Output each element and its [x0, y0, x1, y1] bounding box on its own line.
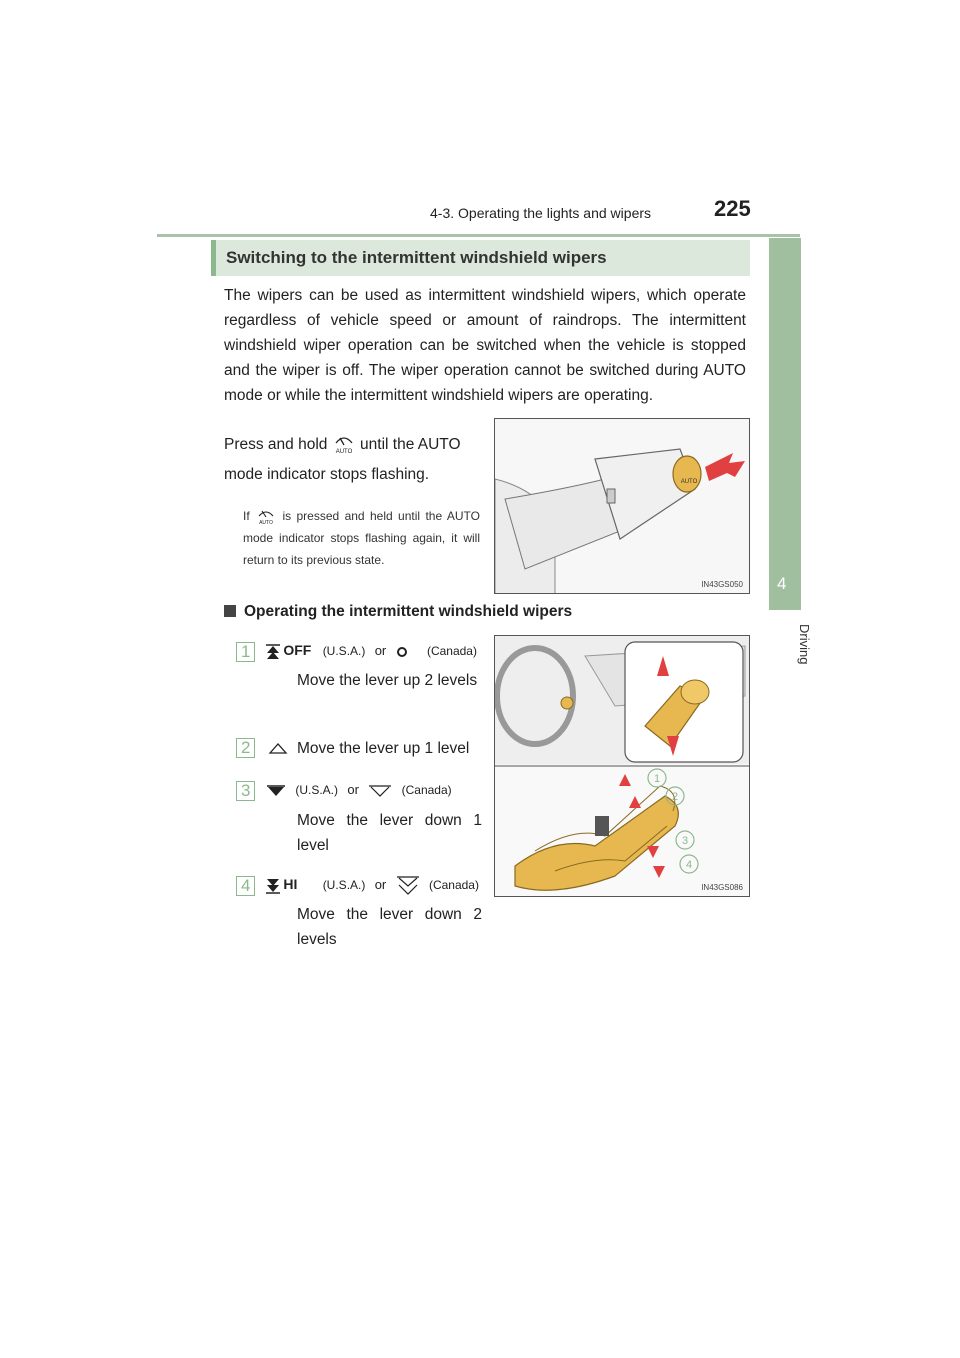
circle-off-icon: [396, 646, 408, 658]
section-heading: Switching to the intermittent windshield wipers: [226, 248, 607, 267]
press-instruction: [224, 430, 484, 490]
press-text-after: until the AUTO mode indicator stops flashing.: [224, 436, 461, 483]
header-rule: [157, 234, 800, 237]
double-down-chevron-icon: [396, 876, 420, 896]
subheading: [224, 603, 572, 621]
double-up-arrow-icon: [266, 644, 280, 660]
figure2-code: IN43GS086: [701, 883, 743, 892]
auto-icon-label-small: AUTO: [259, 519, 273, 525]
item3-symbols: [266, 782, 452, 797]
intro-paragraph: The wipers can be used as intermittent windshield wipers, which operate regardless of vehicle speed or amount of raindrops. The intermittent windshield wiper operation can be switched when the vehicle is stopped and the wiper is off. The wiper operation cannot be switched during AUTO mode or while the intermittent windshield wipers are operating.: [224, 287, 746, 404]
item4-symbols: [266, 876, 479, 896]
auto-wiper-icon: [332, 435, 356, 455]
item1-text: Move the lever up 2 levels: [297, 672, 478, 689]
press-text-before: Press and hold: [224, 436, 328, 453]
figure-auto-button: [494, 418, 750, 594]
figure-callout-1: 1: [653, 773, 661, 785]
square-bullet-icon: [224, 605, 236, 617]
item1-symbols: [266, 642, 477, 660]
down-triangle-filled-icon: [266, 785, 286, 797]
auto-wiper-icon-small: [255, 509, 277, 525]
item3-text: Move the lever down 1 level: [297, 812, 482, 854]
note-text-before: If: [243, 509, 250, 523]
figure1-auto-label: AUTO: [680, 479, 698, 485]
page-number: 225: [714, 196, 751, 221]
chapter-number: 4: [777, 574, 787, 593]
section-heading-box: [211, 240, 750, 276]
usa-label-1: (U.S.A.): [322, 644, 366, 658]
step-number-2: 2: [236, 738, 255, 758]
subheading-text: Operating the intermittent windshield wipers: [244, 603, 573, 620]
usa-label-4: (U.S.A.): [322, 878, 366, 893]
step-number-3: 3: [236, 781, 255, 801]
canada-label-3: (Canada): [401, 783, 452, 797]
page-header: [0, 0, 960, 240]
item2-text: Move the lever up 1 level: [297, 740, 470, 757]
or-label-1: or: [374, 643, 387, 658]
item2-symbols: [268, 740, 288, 755]
figure-callout-3: 3: [681, 835, 689, 847]
figure-callout-4: 4: [685, 859, 693, 871]
off-label: OFF: [283, 642, 312, 658]
figure-lever-positions: [494, 635, 750, 897]
note-text-after: is pressed and held until the AUTO mode indicator stops flashing again, it will return to its previous state.: [243, 509, 480, 567]
or-label-3: or: [347, 782, 359, 797]
step-number-4: 4: [236, 876, 255, 896]
chapter-label: Driving: [797, 624, 812, 665]
section-title: 4-3. Operating the lights and wipers: [430, 205, 652, 221]
step-number-1: 1: [236, 642, 255, 662]
canada-label-4: (Canada): [428, 878, 479, 893]
chapter-tab: [769, 238, 801, 610]
double-down-arrow-icon: [266, 878, 280, 894]
note-text: [243, 505, 480, 571]
canada-label-1: (Canada): [426, 644, 477, 658]
figure-callout-2: 2: [671, 791, 679, 803]
figure1-code: IN43GS050: [701, 580, 743, 589]
usa-label-3: (U.S.A.): [295, 783, 339, 797]
hi-label: HI: [283, 876, 298, 893]
down-chevron-icon: [368, 785, 392, 797]
up-chevron-icon: [268, 741, 288, 755]
auto-icon-label: AUTO: [335, 448, 352, 455]
item4-text: Move the lever down 2 levels: [297, 906, 482, 948]
or-label-4: or: [374, 877, 387, 893]
